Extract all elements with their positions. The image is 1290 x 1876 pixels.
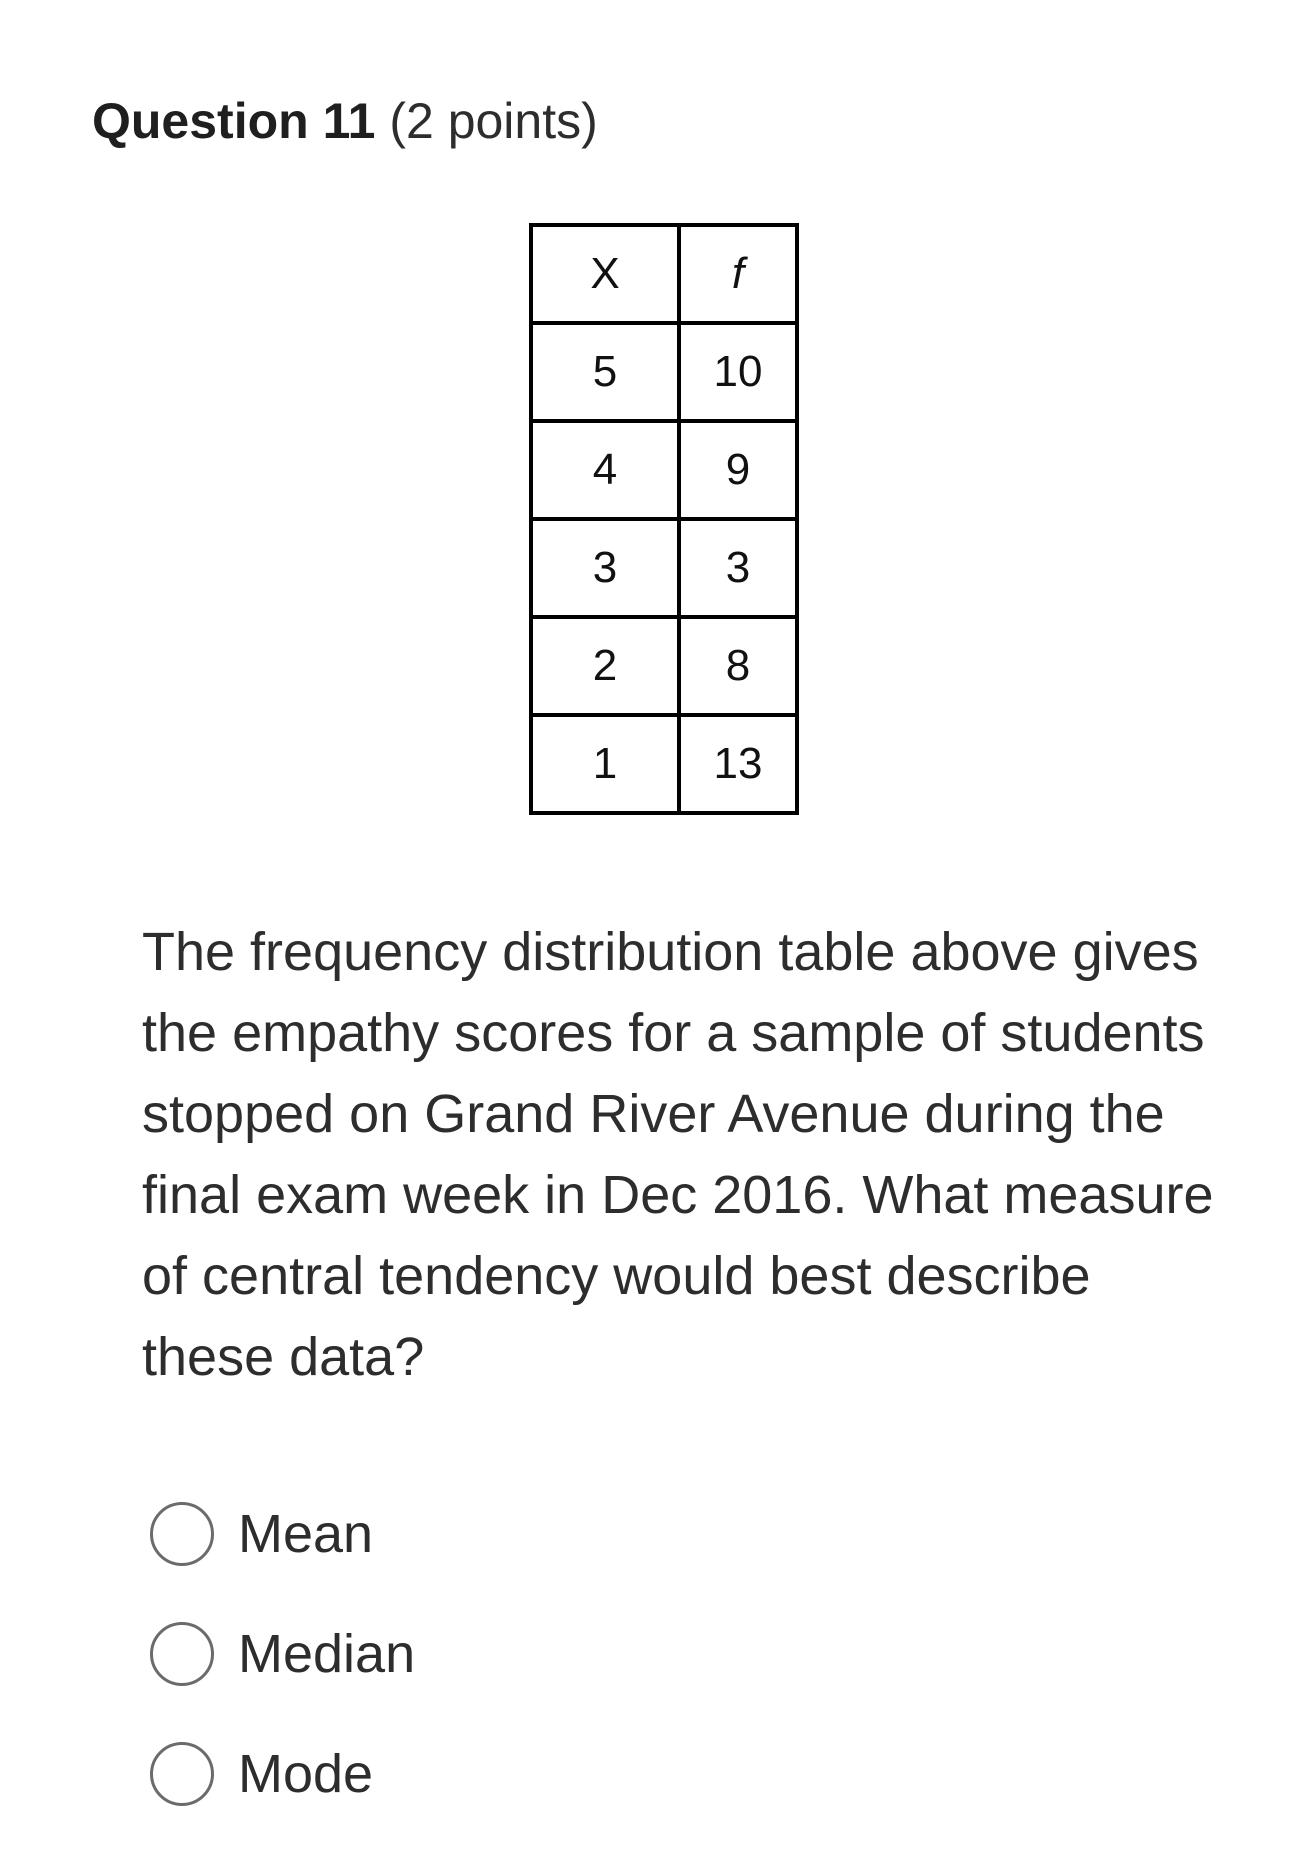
option-label-mean[interactable]: Mean xyxy=(238,1504,374,1564)
table-row xyxy=(531,323,797,421)
table-cell-x: 4 xyxy=(531,421,679,519)
table-cell-x: 1 xyxy=(531,715,679,813)
radio-button-mode[interactable] xyxy=(150,1742,214,1806)
table-cell-x: 2 xyxy=(531,617,679,715)
table-cell-f: 10 xyxy=(679,323,797,421)
radio-button-median[interactable] xyxy=(150,1622,214,1686)
answer-options xyxy=(150,1474,415,1834)
table-row xyxy=(531,519,797,617)
option-median[interactable] xyxy=(150,1594,415,1714)
table-cell-f: 9 xyxy=(679,421,797,519)
table-cell-f: 3 xyxy=(679,519,797,617)
option-label-median[interactable]: Median xyxy=(238,1624,416,1684)
table-cell-x: 5 xyxy=(531,323,679,421)
frequency-table xyxy=(529,223,799,815)
question-header xyxy=(92,86,598,156)
question-points: (2 points) xyxy=(389,93,598,149)
table-cell-x: 3 xyxy=(531,519,679,617)
header-f: f xyxy=(679,225,797,323)
question-text: The frequency distribution table above gives the empathy scores for a sample of students stopped on Grand River Avenue during the final exam week in Dec 2016. What measure of central tendency would best describe these data? xyxy=(142,922,1214,1387)
header-x: X xyxy=(531,225,679,323)
option-mean[interactable] xyxy=(150,1474,415,1594)
table-header-row xyxy=(531,225,797,323)
radio-button-mean[interactable] xyxy=(150,1502,214,1566)
option-label-mode[interactable]: Mode xyxy=(238,1744,374,1804)
table-cell-f: 8 xyxy=(679,617,797,715)
table-row xyxy=(531,715,797,813)
table-cell-f: 13 xyxy=(679,715,797,813)
question-title: Question 11 xyxy=(92,93,376,149)
table-row xyxy=(531,421,797,519)
option-mode[interactable] xyxy=(150,1714,415,1834)
table-row xyxy=(531,617,797,715)
